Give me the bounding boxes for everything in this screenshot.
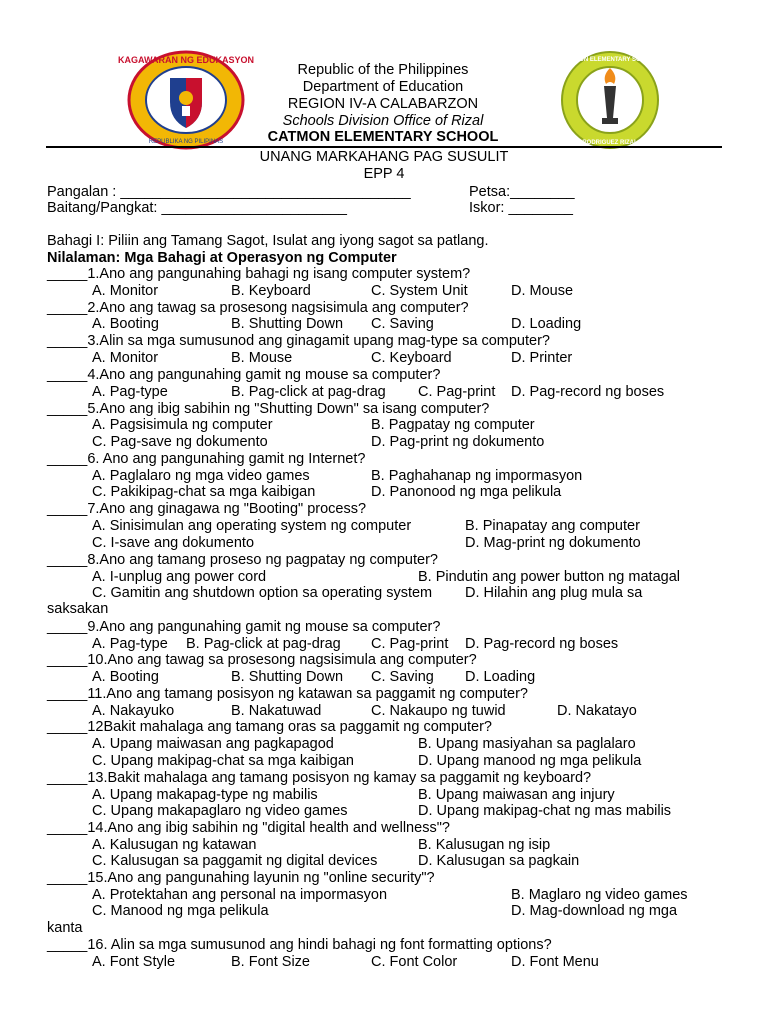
question-2: _____2.Ano ang tawag sa prosesong nagsisimula ang computer?	[47, 300, 469, 316]
choice: A. Pag-type	[92, 636, 168, 652]
choice: C. Manood ng mga pelikula	[92, 903, 269, 919]
choice: A. Pag-type	[92, 384, 168, 400]
choice: B. Maglaro ng video games	[511, 887, 688, 903]
choice: A. Booting	[92, 669, 159, 685]
choice: D. Upang makipag-chat ng mas mabilis	[418, 803, 672, 819]
choice: C. Kalusugan sa paggamit ng digital devices	[92, 853, 378, 869]
choice: D. Kalusugan sa pagkain	[418, 853, 580, 869]
choice: A. Monitor	[92, 350, 159, 366]
choice: D. Mag-download ng mga	[511, 903, 678, 919]
choice: B. Pag-click at pag-drag	[186, 636, 341, 652]
question-10: _____10.Ano ang tawag sa prosesong nagsisimula ang computer?	[47, 652, 477, 668]
choice: A. Protektahan ang personal na impormasyon	[92, 887, 388, 903]
question-3: _____3.Alin sa mga sumusunod ang ginagamit upang mag-type sa computer?	[47, 333, 550, 349]
choice: B. Pagpatay ng computer	[371, 417, 535, 433]
choice: A. I-unplug ang power cord	[92, 569, 267, 585]
question-7: _____7.Ano ang ginagawa ng "Booting" process?	[47, 501, 367, 517]
choice: B. Nakatuwad	[231, 703, 322, 719]
choice: C. Keyboard	[371, 350, 452, 366]
choice: D. Pag-record ng boses	[511, 384, 665, 400]
exam-title: UNANG MARKAHANG PAG SUSULIT	[259, 149, 509, 165]
score-field[interactable]: Iskor: ________	[469, 200, 573, 216]
question-12: _____12Bakit mahalaga ang tamang oras sa paggamit ng computer?	[47, 719, 492, 735]
question-9: _____9.Ano ang pangunahing gamit ng mouse sa computer?	[47, 619, 441, 635]
choice: C. Upang makipag-chat sa mga kaibigan	[92, 753, 354, 769]
choice: B. Shutting Down	[231, 669, 344, 685]
school-seal-icon	[560, 50, 660, 150]
choice: C. Font Color	[371, 954, 458, 970]
choice: B. Kalusugan ng isip	[418, 837, 551, 853]
header-region: REGION IV-A CALABARZON	[287, 96, 479, 112]
choice: B. Pindutin ang power button ng matagal	[418, 569, 680, 585]
choice-wrap: saksakan	[47, 601, 109, 617]
choice: A. Paglalaro ng mga video games	[92, 468, 310, 484]
choice: D. Printer	[511, 350, 573, 366]
part-instruction: Bahagi I: Piliin ang Tamang Sagot, Isulat ang iyong sagot sa patlang.	[47, 233, 489, 249]
choice: C. I-save ang dokumento	[92, 535, 255, 551]
question-1: _____1.Ano ang pangunahing bahagi ng isang computer system?	[47, 266, 471, 282]
choice: A. Kalusugan ng katawan	[92, 837, 257, 853]
question-8: _____8.Ano ang tamang proseso ng pagpatay ng computer?	[47, 552, 438, 568]
name-field[interactable]: Pangalan : ____________________________________	[47, 184, 411, 200]
choice: A. Upang maiwasan ang pagkapagod	[92, 736, 334, 752]
choice: A. Sinisimulan ang operating system ng computer	[92, 518, 412, 534]
choice: C. System Unit	[371, 283, 468, 299]
choice: B. Paghahanap ng impormasyon	[371, 468, 583, 484]
choice: A. Upang makapag-type ng mabilis	[92, 787, 318, 803]
choice: B. Shutting Down	[231, 316, 344, 332]
question-4: _____4.Ano ang pangunahing gamit ng mouse sa computer?	[47, 367, 441, 383]
subject-title: EPP 4	[363, 166, 405, 182]
choice: D. Hilahin ang plug mula sa	[465, 585, 643, 601]
header-department: Department of Education	[302, 79, 464, 95]
question-6: _____6. Ano ang pangunahing gamit ng Internet?	[47, 451, 366, 467]
question-5: _____5.Ano ang ibig sabihin ng "Shutting Down" sa isang computer?	[47, 401, 490, 417]
choice: B. Pinapatay ang computer	[465, 518, 640, 534]
choice: C. Saving	[371, 669, 434, 685]
choice: D. Font Menu	[511, 954, 599, 970]
header-school: CATMON ELEMENTARY SCHOOL	[267, 129, 499, 145]
choice: C. Upang makapaglaro ng video games	[92, 803, 348, 819]
choice: C. Pag-print	[418, 384, 496, 400]
choice: D. Mouse	[511, 283, 574, 299]
question-13: _____13.Bakit mahalaga ang tamang posisyon ng kamay sa paggamit ng keyboard?	[47, 770, 592, 786]
choice: C. Gamitin ang shutdown option sa operating system	[92, 585, 433, 601]
choice: D. Panonood ng mga pelikula	[371, 484, 562, 500]
choice: C. Pag-print	[371, 636, 449, 652]
question-11: _____11.Ano ang tamang posisyon ng katawan sa paggamit ng computer?	[47, 686, 528, 702]
choice: D. Loading	[465, 669, 536, 685]
choice-wrap: kanta	[47, 920, 83, 936]
choice: D. Upang manood ng mga pelikula	[418, 753, 642, 769]
choice: A. Monitor	[92, 283, 159, 299]
choice: C. Pakikipag-chat sa mga kaibigan	[92, 484, 316, 500]
question-15: _____15.Ano ang pangunahing layunin ng "online security"?	[47, 870, 435, 886]
choice: B. Keyboard	[231, 283, 311, 299]
choice: C. Nakaupo ng tuwid	[371, 703, 506, 719]
choice: D. Pag-record ng boses	[465, 636, 619, 652]
left-logo-text-top: KAGAWARAN NG EDUKASYON	[117, 55, 255, 65]
date-field[interactable]: Petsa:________	[469, 184, 575, 200]
left-logo-text-bottom: REPUBLIKA NG PILIPINAS	[148, 139, 224, 145]
question-14: _____14.Ano ang ibig sabihin ng "digital health and wellness"?	[47, 820, 450, 836]
content-heading: Nilalaman: Mga Bahagi at Operasyon ng Computer	[47, 250, 397, 266]
choice: A. Pagsisimula ng computer	[92, 417, 273, 433]
choice: B. Upang masiyahan sa paglalaro	[418, 736, 636, 752]
right-logo-text-top: CATMON ELEMENTARY SCHOOL	[562, 57, 658, 63]
choice: B. Mouse	[231, 350, 293, 366]
choice: B. Font Size	[231, 954, 310, 970]
right-logo-text-bottom: RODRIGUEZ RIZAL	[582, 140, 638, 146]
choice: B. Upang maiwasan ang injury	[418, 787, 615, 803]
header-divider	[46, 146, 722, 148]
grade-field[interactable]: Baitang/Pangkat: _______________________	[47, 200, 347, 216]
choice: A. Font Style	[92, 954, 176, 970]
choice: C. Saving	[371, 316, 434, 332]
choice: C. Pag-save ng dokumento	[92, 434, 268, 450]
choice: D. Mag-print ng dokumento	[465, 535, 641, 551]
choice: D. Pag-print ng dokumento	[371, 434, 545, 450]
choice: A. Nakayuko	[92, 703, 175, 719]
header-republic: Republic of the Philippines	[297, 62, 469, 78]
header-division: Schools Division Office of Rizal	[282, 113, 484, 129]
question-16: _____16. Alin sa mga sumusunod ang hindi bahagi ng font formatting options?	[47, 937, 552, 953]
choice: D. Nakatayo	[557, 703, 637, 719]
choice: A. Booting	[92, 316, 159, 332]
choice: D. Loading	[511, 316, 582, 332]
choice: B. Pag-click at pag-drag	[231, 384, 386, 400]
